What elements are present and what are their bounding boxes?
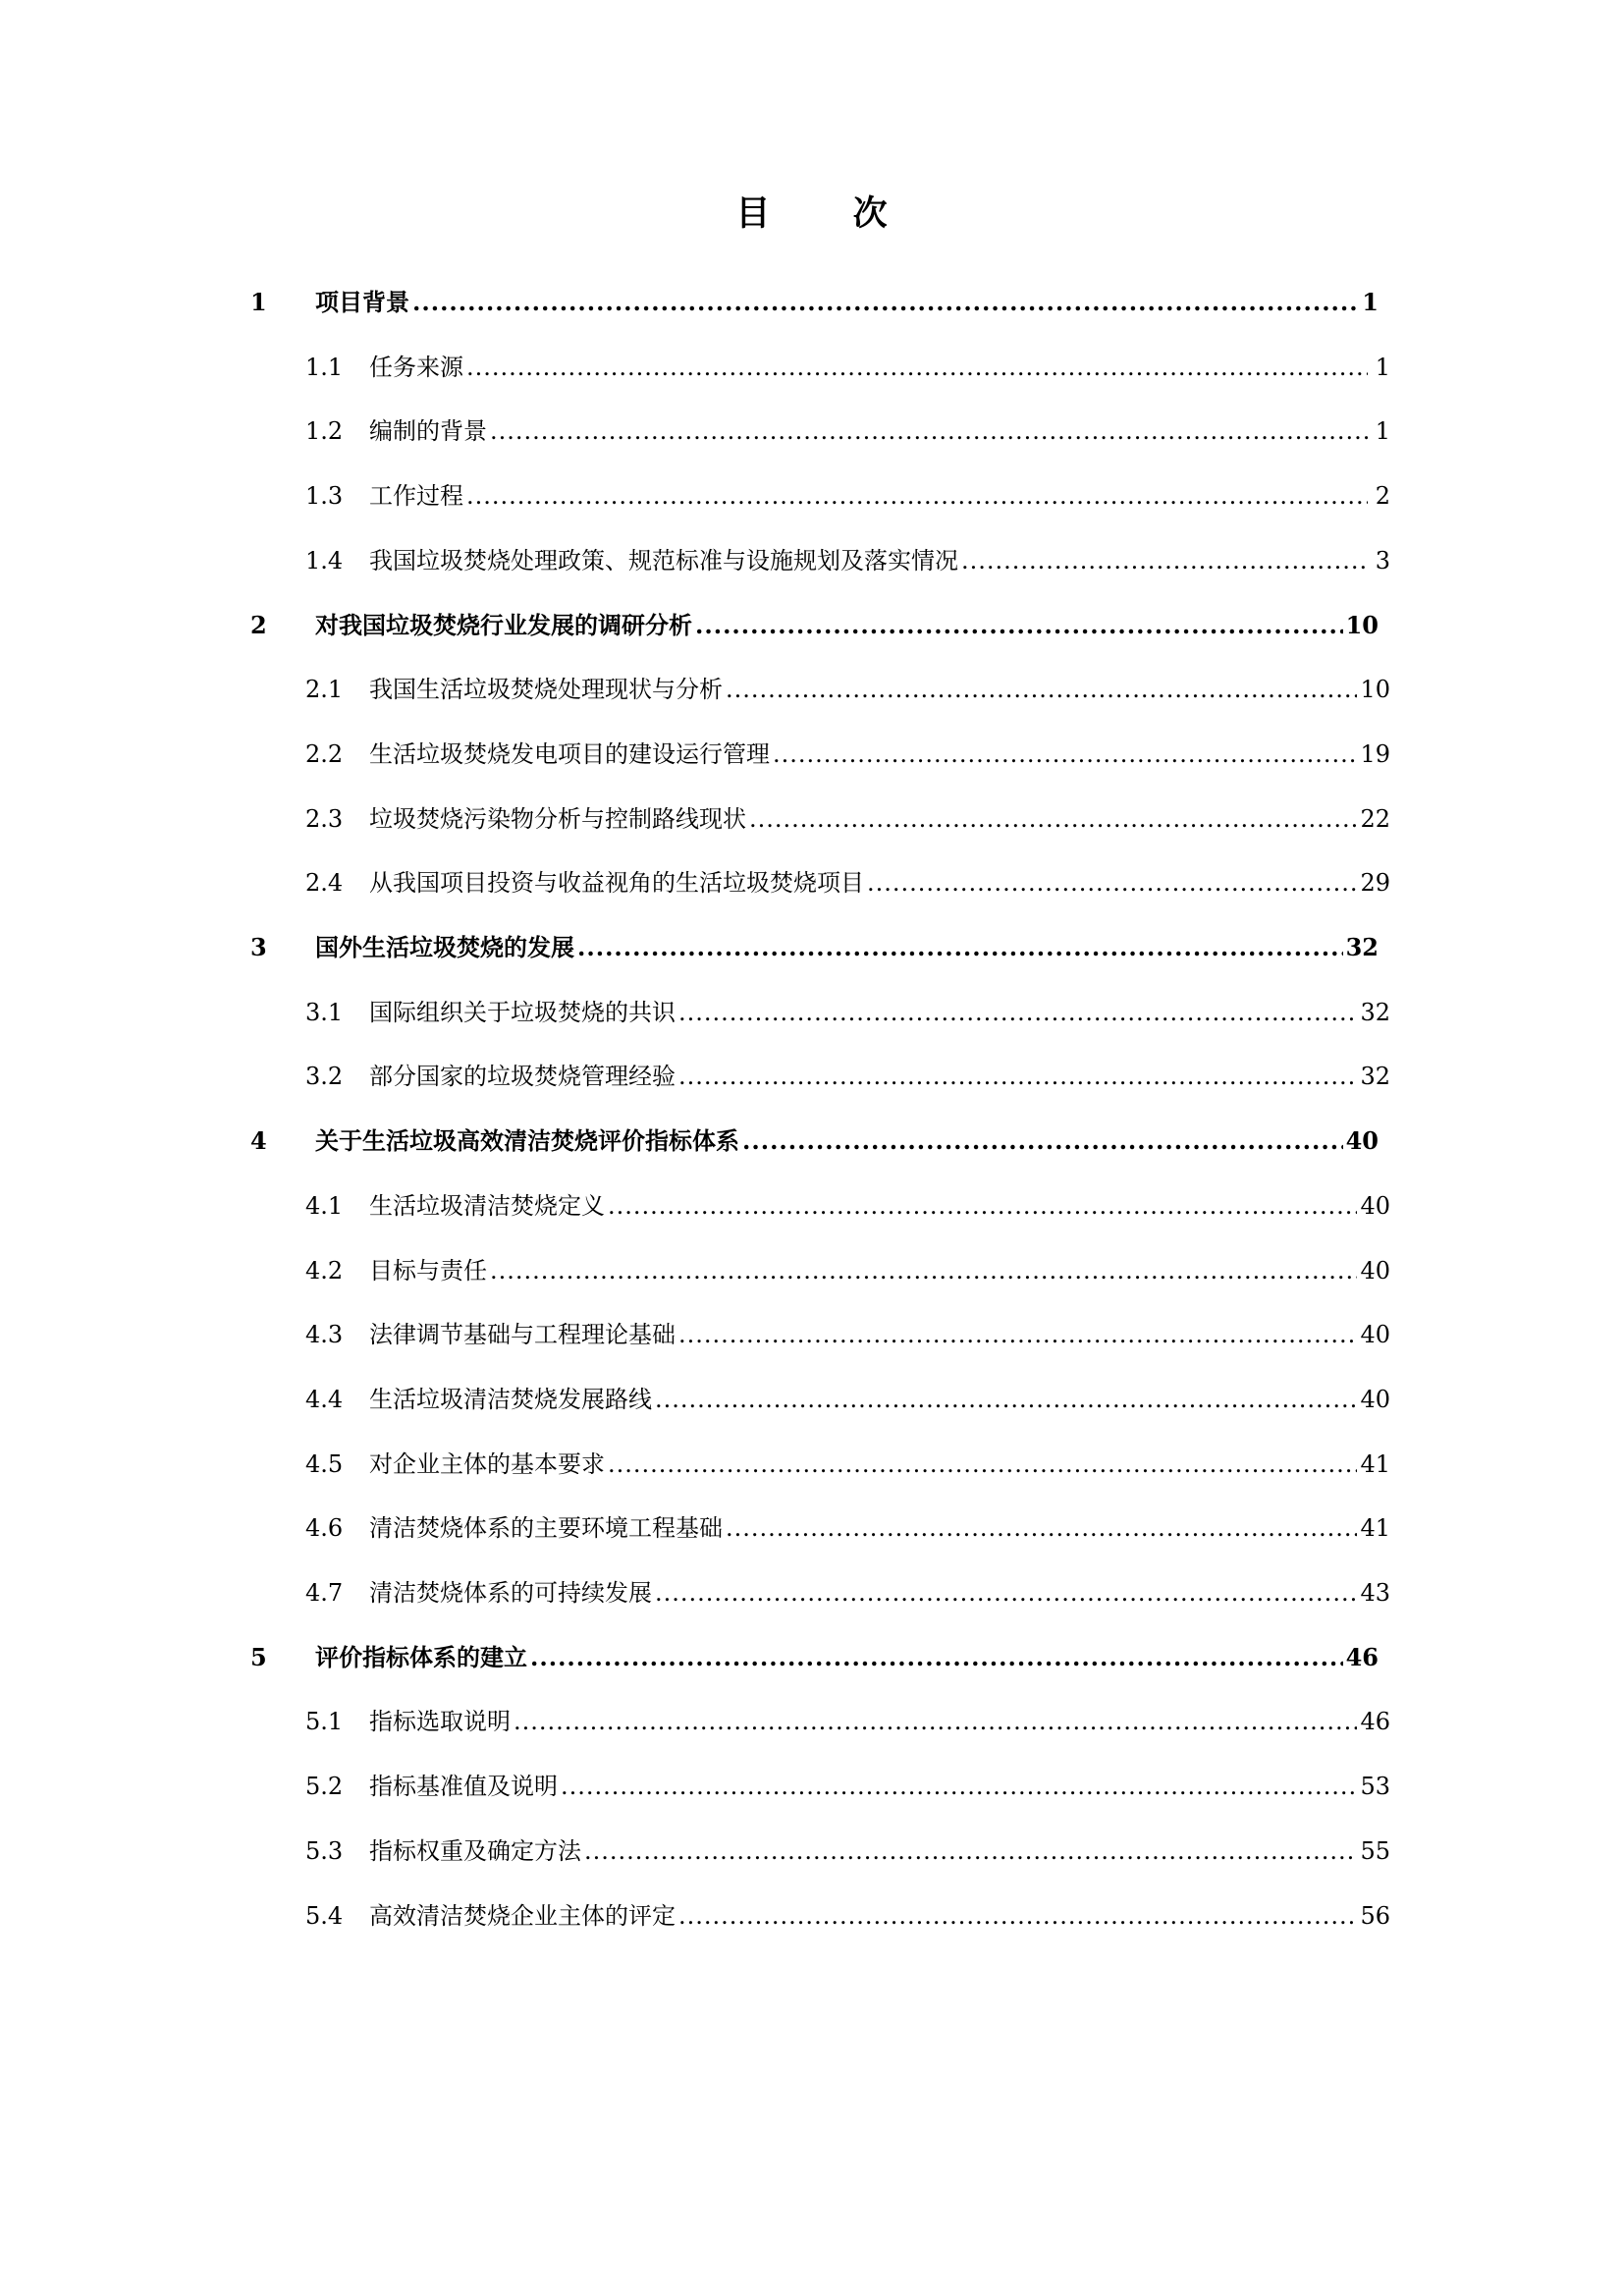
toc-entry-3[interactable] bbox=[0, 928, 1623, 967]
toc-entry-2[interactable] bbox=[0, 606, 1623, 645]
toc-leader-dots bbox=[490, 1251, 1357, 1290]
toc-entry-2-4[interactable] bbox=[0, 863, 1623, 902]
toc-entry-text: 编制的背景 bbox=[369, 417, 487, 446]
toc-entry-page: 32 bbox=[1345, 933, 1379, 961]
toc-entry-5-1[interactable] bbox=[0, 1702, 1623, 1741]
toc-entry-page: 1 bbox=[1362, 288, 1379, 316]
toc-leader-dots bbox=[608, 1186, 1357, 1226]
toc-leader-dots bbox=[514, 1702, 1357, 1741]
toc-leader-dots bbox=[961, 541, 1368, 580]
toc-entry-number: 1.3 bbox=[305, 482, 344, 511]
toc-entry-text: 国际组织关于垃圾焚烧的共识 bbox=[369, 998, 676, 1026]
toc-entry-number: 4 bbox=[250, 1126, 267, 1156]
toc-entry-page: 32 bbox=[1360, 998, 1390, 1026]
toc-entry-page: 46 bbox=[1360, 1708, 1390, 1736]
toc-entry-text: 关于生活垃圾高效清洁焚烧评价指标体系 bbox=[315, 1126, 739, 1156]
toc-entry-3-1[interactable] bbox=[0, 993, 1623, 1032]
toc-entry-number: 1.1 bbox=[305, 353, 344, 381]
toc-entry-text: 生活垃圾清洁焚烧定义 bbox=[369, 1191, 605, 1220]
toc-entry-number: 5.4 bbox=[305, 1901, 344, 1930]
toc-entry-4-4[interactable] bbox=[0, 1380, 1623, 1419]
toc-entry-text: 对我国垃圾焚烧行业发展的调研分析 bbox=[315, 610, 692, 639]
toc-entry-1-4[interactable] bbox=[0, 541, 1623, 580]
toc-entry-text: 部分国家的垃圾焚烧管理经验 bbox=[369, 1063, 676, 1091]
toc-entry-4-6[interactable] bbox=[0, 1508, 1623, 1548]
toc-leader-dots bbox=[678, 1315, 1357, 1354]
toc-entry-text: 我国生活垃圾焚烧处理现状与分析 bbox=[369, 676, 723, 704]
toc-leader-dots bbox=[678, 1896, 1357, 1936]
toc-leader-dots bbox=[867, 863, 1357, 902]
toc-entry-number: 2.4 bbox=[305, 869, 344, 898]
toc-leader-dots bbox=[749, 799, 1357, 839]
toc-entry-4-5[interactable] bbox=[0, 1445, 1623, 1484]
toc-entry-number: 2.2 bbox=[305, 739, 344, 768]
toc-entry-page: 10 bbox=[1345, 610, 1379, 639]
toc-entry-1-3[interactable] bbox=[0, 476, 1623, 516]
toc-entry-1-2[interactable] bbox=[0, 411, 1623, 451]
toc-leader-dots bbox=[695, 606, 1343, 645]
toc-entry-page: 10 bbox=[1360, 676, 1390, 704]
toc-entry-number: 4.6 bbox=[305, 1514, 344, 1543]
toc-entry-1-1[interactable] bbox=[0, 348, 1623, 387]
toc-entry-number: 2.1 bbox=[305, 676, 344, 704]
toc-entry-page: 53 bbox=[1360, 1773, 1390, 1801]
toc-entry-text: 清洁焚烧体系的可持续发展 bbox=[369, 1579, 652, 1607]
toc-entry-text: 生活垃圾焚烧发电项目的建设运行管理 bbox=[369, 739, 770, 768]
toc-entry-page: 40 bbox=[1360, 1256, 1390, 1285]
toc-leader-dots bbox=[608, 1445, 1357, 1484]
toc-entry-text: 法律调节基础与工程理论基础 bbox=[369, 1321, 676, 1349]
toc-entry-5-4[interactable] bbox=[0, 1896, 1623, 1936]
toc-entry-text: 评价指标体系的建立 bbox=[315, 1642, 527, 1671]
toc-leader-dots bbox=[584, 1831, 1357, 1871]
toc-entry-text: 指标选取说明 bbox=[369, 1708, 511, 1736]
toc-entry-text: 项目背景 bbox=[315, 288, 409, 316]
toc-entry-3-2[interactable] bbox=[0, 1057, 1623, 1096]
toc-entry-text: 生活垃圾清洁焚烧发展路线 bbox=[369, 1385, 652, 1413]
toc-entry-2-1[interactable] bbox=[0, 670, 1623, 709]
toc-entry-2-2[interactable] bbox=[0, 735, 1623, 774]
toc-entry-page: 2 bbox=[1375, 482, 1390, 511]
toc-entry-page: 40 bbox=[1360, 1385, 1390, 1413]
toc-leader-dots bbox=[655, 1380, 1357, 1419]
toc-entry-number: 4.3 bbox=[305, 1321, 344, 1349]
toc-leader-dots bbox=[773, 735, 1357, 774]
toc-entry-2-3[interactable] bbox=[0, 799, 1623, 839]
toc-entry-text: 垃圾焚烧污染物分析与控制路线现状 bbox=[369, 804, 746, 833]
toc-entry-number: 3.2 bbox=[305, 1063, 344, 1091]
toc-entry-number: 4.2 bbox=[305, 1256, 344, 1285]
toc-entry-number: 5 bbox=[250, 1642, 267, 1671]
toc-entry-number: 1.4 bbox=[305, 546, 344, 574]
toc-entry-number: 4.5 bbox=[305, 1449, 344, 1478]
toc-entry-number: 5.1 bbox=[305, 1708, 344, 1736]
toc-entry-4-2[interactable] bbox=[0, 1251, 1623, 1290]
toc-entry-text: 任务来源 bbox=[369, 353, 463, 381]
toc-entry-number: 4.7 bbox=[305, 1579, 344, 1607]
toc-entry-text: 指标基准值及说明 bbox=[369, 1773, 558, 1801]
toc-entry-5[interactable] bbox=[0, 1638, 1623, 1677]
toc-entry-4[interactable] bbox=[0, 1121, 1623, 1161]
toc-entry-page: 41 bbox=[1360, 1514, 1390, 1543]
toc-entry-page: 29 bbox=[1360, 869, 1390, 898]
toc-entry-text: 工作过程 bbox=[369, 482, 463, 511]
toc-entry-page: 43 bbox=[1360, 1579, 1390, 1607]
toc-entry-number: 3 bbox=[250, 933, 267, 961]
toc-entry-number: 4.4 bbox=[305, 1385, 344, 1413]
toc-leader-dots bbox=[742, 1121, 1343, 1161]
toc-entry-number: 2.3 bbox=[305, 804, 344, 833]
toc-leader-dots bbox=[655, 1573, 1357, 1613]
toc-entry-page: 32 bbox=[1360, 1063, 1390, 1091]
toc-entry-number: 1 bbox=[250, 288, 267, 316]
toc-leader-dots bbox=[412, 283, 1356, 322]
toc-entry-page: 46 bbox=[1345, 1642, 1379, 1671]
toc-entry-page: 41 bbox=[1360, 1449, 1390, 1478]
toc-leader-dots bbox=[678, 993, 1357, 1032]
toc-leader-dots bbox=[466, 348, 1368, 387]
toc-leader-dots bbox=[561, 1767, 1357, 1806]
toc-entry-1[interactable] bbox=[0, 283, 1623, 322]
toc-entry-5-2[interactable] bbox=[0, 1767, 1623, 1806]
toc-entry-number: 1.2 bbox=[305, 417, 344, 446]
toc-entry-page: 22 bbox=[1360, 804, 1390, 833]
toc-entry-4-7[interactable] bbox=[0, 1573, 1623, 1613]
toc-entry-number: 3.1 bbox=[305, 998, 344, 1026]
toc-leader-dots bbox=[678, 1057, 1357, 1096]
toc-entry-text: 清洁焚烧体系的主要环境工程基础 bbox=[369, 1514, 723, 1543]
toc-entry-page: 3 bbox=[1375, 546, 1390, 574]
toc-entry-page: 55 bbox=[1360, 1836, 1390, 1865]
toc-entry-text: 我国垃圾焚烧处理政策、规范标准与设施规划及落实情况 bbox=[369, 546, 958, 574]
toc-entry-text: 从我国项目投资与收益视角的生活垃圾焚烧项目 bbox=[369, 869, 864, 898]
toc-entry-5-3[interactable] bbox=[0, 1831, 1623, 1871]
toc-entry-text: 对企业主体的基本要求 bbox=[369, 1449, 605, 1478]
toc-entry-page: 1 bbox=[1375, 353, 1390, 381]
toc-leader-dots bbox=[577, 928, 1343, 967]
toc-entry-text: 国外生活垃圾焚烧的发展 bbox=[315, 933, 574, 961]
toc-entry-number: 4.1 bbox=[305, 1191, 344, 1220]
toc-entry-page: 19 bbox=[1360, 739, 1390, 768]
toc-entry-page: 40 bbox=[1360, 1321, 1390, 1349]
toc-leader-dots bbox=[726, 670, 1357, 709]
toc-entry-page: 1 bbox=[1375, 417, 1390, 446]
toc-entry-number: 5.3 bbox=[305, 1836, 344, 1865]
toc-entry-4-3[interactable] bbox=[0, 1315, 1623, 1354]
toc-entry-text: 指标权重及确定方法 bbox=[369, 1836, 581, 1865]
toc-entry-4-1[interactable] bbox=[0, 1186, 1623, 1226]
toc-leader-dots bbox=[726, 1508, 1357, 1548]
toc-entry-text: 高效清洁焚烧企业主体的评定 bbox=[369, 1901, 676, 1930]
toc-title: 目 次 bbox=[735, 193, 923, 234]
toc-leader-dots bbox=[466, 476, 1368, 516]
toc-entry-number: 5.2 bbox=[305, 1773, 344, 1801]
toc-entry-page: 40 bbox=[1360, 1191, 1390, 1220]
toc-entry-number: 2 bbox=[250, 610, 267, 639]
toc-entry-page: 56 bbox=[1360, 1901, 1390, 1930]
toc-leader-dots bbox=[530, 1638, 1343, 1677]
toc-entry-page: 40 bbox=[1345, 1126, 1379, 1156]
toc-leader-dots bbox=[490, 411, 1368, 451]
toc-entry-text: 目标与责任 bbox=[369, 1256, 487, 1285]
